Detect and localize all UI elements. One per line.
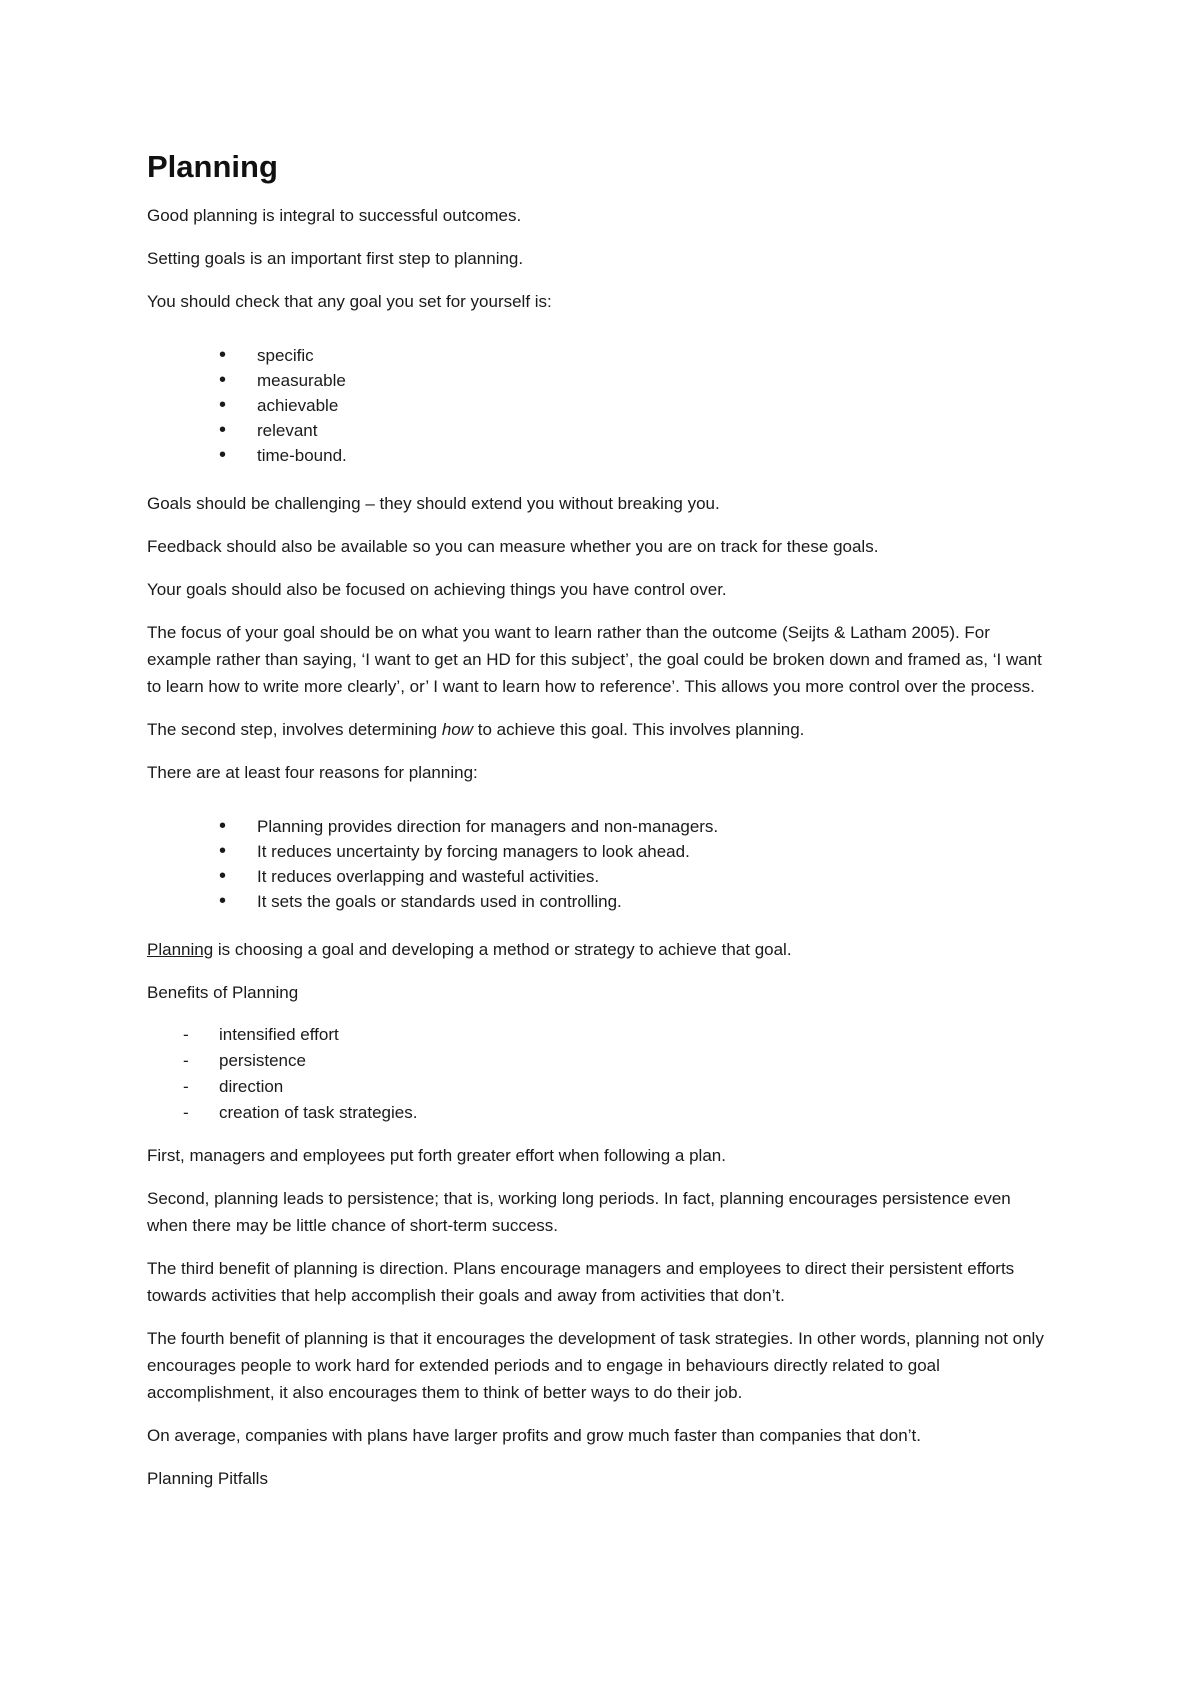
- intro-paragraph-3: You should check that any goal you set for yourself is:: [147, 292, 552, 312]
- body-paragraph: On average, companies with plans have larger profits and grow much faster than companies that don’t.: [147, 1426, 921, 1446]
- intro-paragraph-1: Good planning is integral to successful outcomes.: [147, 206, 522, 226]
- body-paragraph: Second, planning leads to persistence; that is, working long periods. In fact, planning encourages persistence even when there may be little chance of short-term success.: [147, 1189, 1011, 1236]
- body-paragraph: Your goals should also be focused on achieving things you have control over.: [147, 580, 727, 600]
- benefits-list: [147, 1022, 1052, 1126]
- list-item: • specific: [257, 343, 1052, 368]
- emphasis-text: how: [441, 720, 474, 740]
- list-item: • It sets the goals or standards used in controlling.: [257, 889, 1052, 914]
- text-run: to achieve this goal. This involves planning.: [473, 720, 805, 740]
- list-item: - persistence: [219, 1048, 1052, 1074]
- list-item: • relevant: [257, 418, 1052, 443]
- text-run: The second step, involves determining: [147, 720, 442, 740]
- pitfalls-heading: Planning Pitfalls: [147, 1469, 268, 1489]
- list-item: • time-bound.: [257, 443, 1052, 468]
- reasons-list: [147, 814, 1052, 914]
- body-paragraph: The focus of your goal should be on what you want to learn rather than the outcome (Seijts & Latham 2005). For example rather than saying, ‘I want to get an HD for this subject’, the goal could be broken down and framed as, ‘I want to learn how to write more clearly’, or’ I want to learn how to reference’. This allows you more control over the process.: [147, 623, 1042, 697]
- list-item: • measurable: [257, 368, 1052, 393]
- benefits-heading: Benefits of Planning: [147, 983, 299, 1003]
- reasons-intro: There are at least four reasons for planning:: [147, 763, 478, 783]
- document-page: [147, 150, 1052, 1508]
- body-paragraph: Goals should be challenging – they should extend you without breaking you.: [147, 494, 720, 514]
- page-title: Planning: [147, 149, 278, 184]
- list-item: • achievable: [257, 393, 1052, 418]
- intro-paragraph-2: Setting goals is an important first step to planning.: [147, 249, 524, 269]
- body-paragraph: The fourth benefit of planning is that it encourages the development of task strategies. In other words, planning not only encourages people to work hard for extended periods and to engage in behaviours directly related to goal accomplishment, it also encourages them to think of better ways to do their job.: [147, 1329, 1044, 1403]
- body-paragraph: Feedback should also be available so you can measure whether you are on track for these goals.: [147, 537, 879, 557]
- definition-paragraph: [147, 936, 1052, 963]
- text-run: is choosing a goal and developing a method or strategy to achieve that goal.: [213, 940, 792, 960]
- goal-criteria-list: [147, 343, 1052, 468]
- defined-term: Planning: [147, 940, 214, 960]
- list-item: - direction: [219, 1074, 1052, 1100]
- list-item: - intensified effort: [219, 1022, 1052, 1048]
- body-paragraph: First, managers and employees put forth greater effort when following a plan.: [147, 1146, 726, 1166]
- list-item: • It reduces overlapping and wasteful activities.: [257, 864, 1052, 889]
- body-paragraph: The third benefit of planning is direction. Plans encourage managers and employees to direct their persistent efforts towards activities that help accomplish their goals and away from activities that don’t.: [147, 1259, 1015, 1306]
- list-item: - creation of task strategies.: [219, 1100, 1052, 1126]
- list-item: • It reduces uncertainty by forcing managers to look ahead.: [257, 839, 1052, 864]
- list-item: • Planning provides direction for managers and non-managers.: [257, 814, 1052, 839]
- second-step-paragraph: [147, 716, 1052, 743]
